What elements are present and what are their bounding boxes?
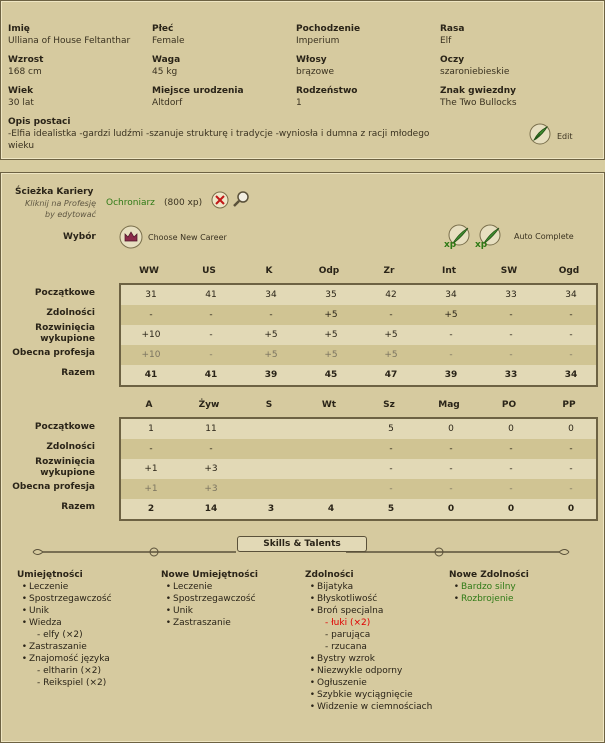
pochodzenie-value: Imperium [296,36,340,46]
nowe-zdolnosci-column [449,569,529,605]
stat-row [121,439,596,459]
skill-item: • Bardzo silny [453,582,516,592]
stat-header-6: SW [500,266,518,276]
stat-cell: 34 [265,290,277,300]
stat-header-1: Żyw [198,400,220,410]
skill-item: • Broń specjalna [309,606,384,616]
miejsce-label: Miejsce urodzenia [152,86,244,96]
stat-cell: - [509,464,513,474]
stat-cell: - [209,350,213,360]
stat-cell: +5 [264,350,278,360]
stat-cell: 0 [507,504,515,514]
stat-cell: - [569,444,573,454]
stat-cell: - [449,350,453,360]
umiejetnosci-title: Umiejętności [17,570,83,580]
stat-header-5: Mag [438,400,460,410]
skill-item: • Zastraszanie [165,618,231,628]
stat-header-2: K [265,266,273,276]
imie-value: Ulliana of House Feltanthar [8,36,131,46]
skill-item: • Bystry wzrok [309,654,375,664]
stat-cell: 34 [445,290,457,300]
skill-item: • Unik [21,606,50,616]
stat-cell: - [389,444,393,454]
stat-cell: - [569,330,573,340]
plec-label: Płeć [152,24,174,34]
stat-cell: 47 [384,370,398,380]
stat-header-1: US [202,266,216,276]
wiek-label: Wiek [8,86,34,96]
stat-cell: 0 [448,424,454,434]
stat-cell: 4 [327,504,335,514]
stat-cell: 41 [144,370,158,380]
stat-cell: +5 [444,310,458,320]
znak-value: The Two Bullocks [440,98,517,108]
stat-cell: +5 [324,310,338,320]
stat-cell: - [449,330,453,340]
stat-cell: 1 [148,424,154,434]
stat-cell: - [149,310,153,320]
stat-cell: 2 [147,504,155,514]
character-profile-panel [0,0,605,160]
stat-cell: +5 [384,350,398,360]
stat-row-label: Zdolności [46,442,95,452]
stat-row-label: Początkowe [34,422,95,432]
stat-cell: - [569,350,573,360]
opis-text: -Elfia idealistka -gardzi ludźmi -szanuje strukturę i tradycje -wyniosła i dumna z racji młodego wieku [8,129,430,151]
opis-label: Opis postaci [8,117,71,127]
rodzenstwo-label: Rodzeństwo [296,86,358,96]
stat-cell: 31 [145,290,157,300]
stat-header-6: PO [501,400,517,410]
stat-cell: 5 [387,504,395,514]
stat-row [121,325,596,345]
stat-header-3: Wt [321,400,337,410]
stat-cell: 14 [204,504,218,514]
stat-cell: 34 [565,290,577,300]
main-stats-table [119,283,598,387]
umiejetnosci-column [17,569,112,689]
stat-cell: +1 [144,484,158,494]
nowe-zdolnosci-title: Nowe Zdolności [449,570,529,580]
stat-cell: 42 [385,290,397,300]
stat-header-0: A [145,400,153,410]
stat-header-4: Zr [383,266,395,276]
stat-row [121,499,596,519]
stat-cell: +5 [384,330,398,340]
stat-cell: 3 [267,504,275,514]
stat-cell: 0 [447,504,455,514]
skill-item: - Reikspiel (×2) [37,678,107,688]
stat-cell: - [209,330,213,340]
waga-label: Waga [152,55,181,65]
stat-cell: 0 [508,424,514,434]
skill-item: - parująca [325,630,371,640]
stat-row-label: Rozwinięcia wykupione [35,323,95,344]
stat-cell: 41 [204,370,218,380]
stat-cell: - [449,464,453,474]
stat-cell: 0 [567,504,575,514]
nowe-umiejetnosci-column [161,569,258,629]
stat-row [121,365,596,385]
stat-header-2: S [265,400,273,410]
wlosy-label: Włosy [296,55,327,65]
skill-item: • Wiedza [21,618,62,628]
career-path-title: Ścieżka Kariery [15,187,94,197]
skill-item: • Spostrzegawczość [165,594,256,604]
xp-quill-icon[interactable] [443,223,471,249]
skill-item: • Widzenie w ciemnościach [309,702,433,712]
wlosy-value: brązowe [296,67,335,77]
zdolnosci-title: Zdolności [305,570,354,580]
skill-item: • Zastraszanie [21,642,87,652]
skill-item: • Szybkie wyciągnięcie [309,690,413,700]
skill-item: • Spostrzegawczość [21,594,112,604]
stat-cell: - [509,444,513,454]
rasa-label: Rasa [440,24,465,34]
stat-cell: - [389,310,393,320]
stat-header-5: Int [441,266,457,276]
stat-row [121,459,596,479]
stat-cell: +5 [324,330,338,340]
stat-cell: +3 [204,464,218,474]
skill-item: • Leczenie [165,582,213,592]
current-career-link[interactable]: Ochroniarz [106,198,155,208]
stat-cell: - [509,350,513,360]
stat-row [121,285,596,305]
waga-value: 45 kg [152,67,178,77]
skill-item: - łuki (×2) [325,618,371,628]
svg-text:xp: xp [444,240,457,249]
stat-cell: 35 [325,290,337,300]
skill-item: • Znajomość języka [21,654,110,664]
choose-new-career-link[interactable]: Choose New Career [148,233,227,242]
stat-row [121,305,596,325]
rasa-value: Elf [440,36,452,46]
zdolnosci-column [305,569,432,713]
skill-item: • Niezwykle odporny [309,666,403,676]
stat-row-label: Obecna profesja [12,348,95,358]
stat-cell: +10 [141,350,161,360]
career-hint-1: Kliknij na Profesję [25,199,96,208]
skill-item: • Rozbrojenie [453,594,514,604]
stat-row-label: Początkowe [34,288,95,298]
wzrost-label: Wzrost [8,55,44,65]
pochodzenie-label: Pochodzenie [296,24,361,34]
stat-cell: - [389,484,393,494]
skill-item: - rzucana [325,642,367,652]
skill-item: - elfy (×2) [37,630,83,640]
stat-cell: 11 [205,424,217,434]
edit-quill-icon[interactable] [528,122,552,146]
skill-item: • Błyskotliwość [309,594,378,604]
stat-cell: - [449,444,453,454]
stat-cell: - [569,484,573,494]
skill-item: - eltharin (×2) [37,666,101,676]
oczy-label: Oczy [440,55,465,65]
stat-header-0: WW [139,266,159,276]
stat-cell: - [449,484,453,494]
znak-label: Znak gwiezdny [440,86,517,96]
stat-cell: 5 [388,424,394,434]
skill-item: • Unik [165,606,194,616]
stat-cell: - [389,464,393,474]
stat-row-label: Razem [61,368,95,378]
stat-header-3: Odp [318,266,340,276]
imie-label: Imię [8,24,30,34]
stat-cell: +3 [204,484,218,494]
stat-row-label: Obecna profesja [12,482,95,492]
auto-complete-link[interactable]: Auto Complete [514,232,574,241]
stat-cell: - [209,310,213,320]
stat-cell: - [569,310,573,320]
nowe-umiejetnosci-title: Nowe Umiejętności [161,570,259,580]
stat-cell: - [509,310,513,320]
career-xp: (800 xp) [164,198,203,208]
remove-career-icon[interactable] [211,191,229,209]
wybor-label: Wybór [63,232,96,242]
search-career-icon[interactable] [231,189,251,209]
stat-header-4: Sz [383,400,395,410]
stat-cell: - [509,330,513,340]
stat-cell: - [209,444,213,454]
stat-row [121,345,596,365]
edit-link[interactable]: Edit [557,132,573,141]
stat-row-label: Zdolności [46,308,95,318]
oczy-value: szaroniebieskie [440,67,510,77]
xp-quill-icon-2[interactable] [474,223,502,249]
stat-cell: 45 [324,370,338,380]
miejsce-value: Altdorf [152,98,183,108]
skills-talents-banner: Skills & Talents [237,536,367,552]
rodzenstwo-value: 1 [296,98,302,108]
skill-item: • Bijatyka [309,582,354,592]
stat-header-7: PP [562,400,576,410]
plec-value: Female [152,36,185,46]
stat-cell: - [509,484,513,494]
stat-header-7: Ogd [558,266,580,276]
stat-cell: 33 [505,290,517,300]
stat-row [121,419,596,439]
wiek-value: 30 lat [8,98,34,108]
stat-cell: 41 [205,290,217,300]
stat-cell: 39 [444,370,458,380]
career-hint-2: by edytować [45,210,96,219]
skill-item: • Leczenie [21,582,69,592]
stat-cell: - [569,464,573,474]
stat-cell: 33 [504,370,518,380]
stat-row-label: Rozwinięcia wykupione [35,457,95,478]
secondary-stats-table [119,417,598,521]
svg-text:xp: xp [475,240,488,249]
stat-cell: +1 [144,464,158,474]
wzrost-value: 168 cm [8,67,42,77]
stat-cell: 34 [564,370,578,380]
stat-cell: +10 [141,330,161,340]
stat-cell: +5 [324,350,338,360]
stat-cell: - [149,444,153,454]
stat-cell: +5 [264,330,278,340]
stat-cell: 39 [264,370,278,380]
stat-row [121,479,596,499]
skill-item: • Ogłuszenie [309,678,367,688]
career-stats-panel [0,172,605,743]
crown-icon[interactable] [119,225,143,249]
stat-row-label: Razem [61,502,95,512]
stat-cell: - [269,310,273,320]
stat-cell: 0 [568,424,574,434]
